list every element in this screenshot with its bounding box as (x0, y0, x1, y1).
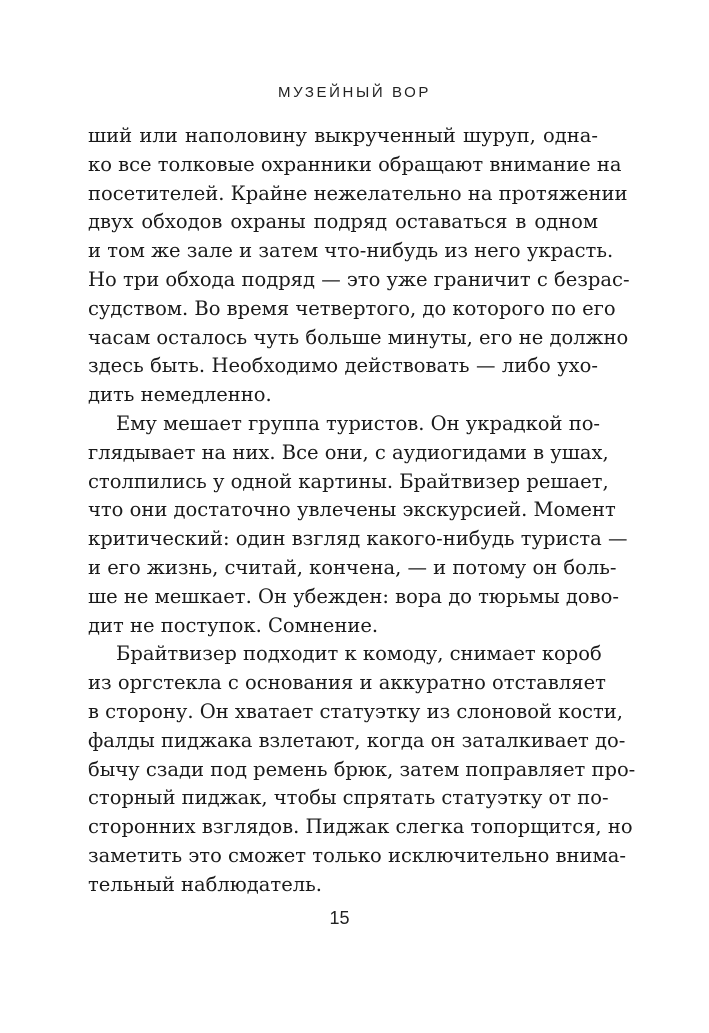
paragraph (88, 410, 628, 640)
text-line: сторонних взглядов. Пиджак слегка топорщится, но (88, 815, 633, 839)
text-line: заметить это сможет только исключительно внима- (88, 843, 626, 867)
text-line: Ему мешает группа туристов. Он украдкой по- (116, 411, 601, 435)
paragraph (88, 122, 630, 410)
text-line: критический: один взгляд какого-нибудь туриста — (88, 527, 628, 551)
text-line: и его жизнь, считай, кончена, — и потому он боль- (88, 555, 617, 579)
page-number: 15 (329, 908, 350, 928)
text-line: в сторону. Он хватает статуэтку из слоновой кости, (88, 699, 623, 723)
text-line: посетителей. Крайне нежелательно на протяжении (88, 181, 628, 205)
text-line: Но три обхода подряд — это уже граничит с безрас- (88, 267, 630, 291)
text-line: столпились у одной картины. Брайтвизер решает, (88, 469, 609, 493)
text-line: ко все толковые охранники обращают внимание на (88, 152, 622, 176)
text-line: сторный пиджак, чтобы спрятать статуэтку от по- (88, 786, 609, 810)
text-line: здесь быть. Необходимо действовать — либо ухо- (88, 354, 598, 378)
text-line: Брайтвизер подходит к комоду, снимает короб (116, 642, 602, 666)
text-line: что они достаточно увлечены экскурсией. Момент (88, 498, 616, 522)
text-line: дит не поступок. Сомнение. (88, 613, 379, 637)
text-line: тельный наблюдатель. (88, 872, 322, 896)
text-line: фалды пиджака взлетают, когда он заталкивает до- (88, 728, 626, 752)
text-line: часам осталось чуть больше минуты, его не должно (88, 325, 629, 349)
text-line: дить немедленно. (88, 383, 272, 407)
text-line: судством. Во время четвертого, до которого по его (88, 296, 616, 320)
text-line: из оргстекла с основания и аккуратно отставляет (88, 671, 606, 695)
body-text (88, 122, 636, 900)
text-line: ше не мешкает. Он убежден: вора до тюрьмы дово- (88, 584, 619, 608)
text-line: глядывает на них. Все они, с аудиогидами в ушах, (88, 440, 609, 464)
text-line: бычу сзади под ремень брюк, затем поправляет про- (88, 757, 636, 781)
text-line: и том же зале и затем что-нибудь из него украсть. (88, 239, 614, 263)
paragraph (88, 640, 636, 899)
text-line: ший или наполовину выкрученный шуруп, одна- (88, 124, 598, 147)
running-head: МУЗЕЙНЫЙ ВОР (278, 84, 431, 101)
text-line: двух обходов охраны подряд оставаться в одном (88, 210, 598, 234)
